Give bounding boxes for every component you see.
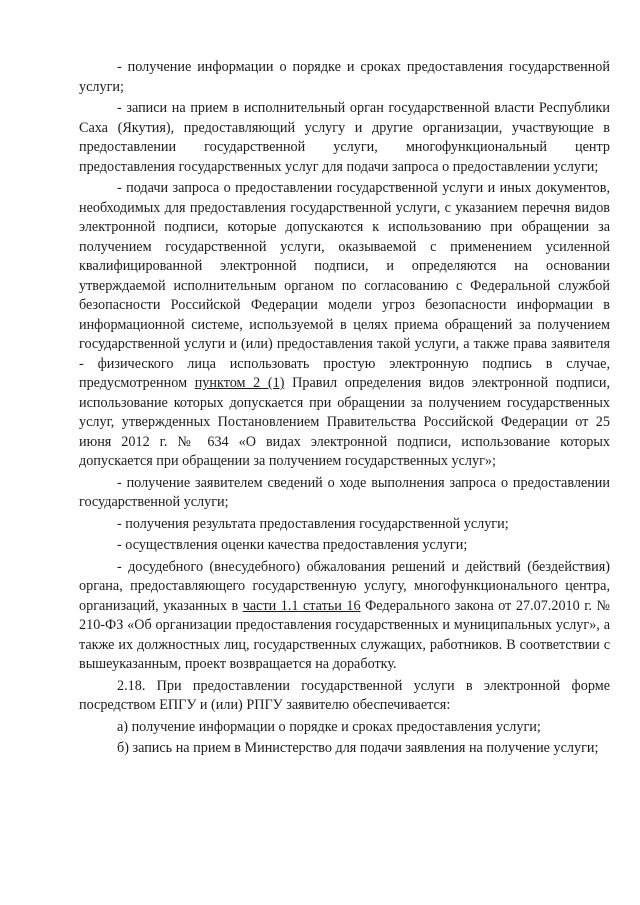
paragraph-text-continued: Правил определения видов электронной подписи, использование которых допускается при обращении за получением государственных услуг, утвержденных Постановлением Правительства Российской Федерации от 25 июня 2012 г. № 634 «О видах электронной подписи, использование которых допускается при обращении за получением государственных услуг»; <box>79 375 610 469</box>
link-point-2-1[interactable]: пунктом 2 (1) <box>194 375 285 391</box>
paragraph-text: - получения результата предоставления государственной услуги; <box>117 515 509 532</box>
link-part-1-1-article-16[interactable]: части 1.1 статьи 16 <box>242 597 361 614</box>
paragraph-item-a <box>79 718 610 738</box>
paragraph-text: - досудебного (внесудебного) обжалования решений и действий (бездействия) органа, предоставляющего государственную услугу, многофункционального центра, организаций, указанных в <box>79 558 610 614</box>
paragraph-request-submission <box>79 179 610 472</box>
paragraph-text: - подачи запроса о предоставлении государственной услуги и иных документов, необходимых для предоставления государственной услуги, с указанием перечня видов электронной подписи, которые допускаются к использованию при обращении за получением государственной услуги, оказываемой с применением усиленной квалифицированной электронной подписи, и определяются на основании утверждаемой исполнительным органом по согласованию с Федеральной службой безопасности Российской Федерации модели угроз безопасности информации в информационной системе, используемой в целях приема обращений за получением государственной услуги и (или) предоставления такой услуги, а также права заявителя - физического лица использовать простую электронную подпись в случае, предусмотренном <box>79 180 610 391</box>
paragraph-request-status <box>79 474 610 513</box>
paragraph-text: - получение информации о порядке и сроках предоставления государственной услуги; <box>79 59 610 95</box>
paragraph-result <box>79 515 610 535</box>
paragraph-info-order <box>79 58 610 97</box>
paragraph-appeal <box>79 558 610 675</box>
paragraph-text: 2.18. При предоставлении государственной услуги в электронной форме посредством ЕПГУ и (или) РПГУ заявителю обеспечивается: <box>79 677 610 713</box>
paragraph-text: а) получение информации о порядке и сроках предоставления услуги; <box>117 718 541 735</box>
paragraph-appointment <box>79 99 610 177</box>
paragraph-text: - осуществления оценки качества предоставления услуги; <box>117 537 468 553</box>
paragraph-2-18 <box>79 677 610 716</box>
paragraph-quality-assessment <box>79 536 610 556</box>
paragraph-text: - получение заявителем сведений о ходе выполнения запроса о предоставлении государственной услуги; <box>79 474 610 510</box>
paragraph-text: - записи на прием в исполнительный орган государственной власти Республики Саха (Якутия), предоставляющий услугу и другие организации, участвующие в предоставлении государственной услуги, многофункциональный центр предоставления государственных услуг для подачи запроса о предоставлении услуги; <box>79 100 610 175</box>
paragraph-text-continued: Федерального закона от 27.07.2010 г. № 210-ФЗ «Об организации предоставления государственных и муниципальных услуг», а также их должностных лиц, государственных служащих, работников. В соответствии с вышеуказанным, проект возвращается на доработку. <box>79 597 611 672</box>
paragraph-item-b <box>79 739 610 759</box>
paragraph-text: б) запись на прием в Министерство для подачи заявления на получение услуги; <box>117 740 599 756</box>
